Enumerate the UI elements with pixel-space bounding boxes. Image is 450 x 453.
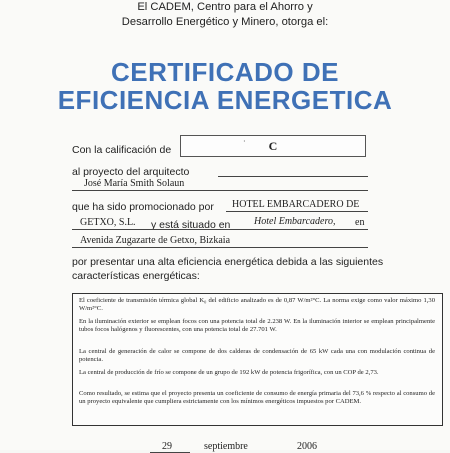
promoter-name-part2: GETXO, S.L.: [80, 217, 136, 228]
place-name: Hotel Embarcadero,: [254, 216, 336, 227]
architect-line-1: [218, 176, 368, 177]
address: Avenida Zugazarte de Getxo, Bizkaia: [80, 235, 231, 246]
reason-line-2: características energéticas:: [72, 270, 200, 282]
place-suffix: en: [355, 217, 365, 228]
date-month: septiembre: [204, 441, 248, 452]
characteristic-item: El coeficiente de transmisión térmica global K₀ del edificio analizado es de 0,87 W/m²°C. La norma exige como valor máximo 1,30 W/m²°C.: [79, 297, 435, 313]
promoter-line-1: [226, 211, 368, 212]
certificate-title-line-1: CERTIFICADO DE: [111, 57, 339, 87]
rating-box: [180, 135, 366, 157]
intro-line-2: Desarrollo Energético y Minero, otorga el:: [121, 16, 329, 28]
intro-line-1: El CADEM, Centro para el Ahorro y: [137, 1, 313, 13]
characteristic-item: Como resultado, se estima que el proyecto presenta un coeficiente de consumo de energía primaria del 73,6 % respecto al consumo de un proyecto equivalente que cumpliera estrictamente con los mínimos energéticos impuestos por CADEM.: [79, 390, 435, 406]
characteristic-item: La central de producción de frío se compone de un grupo de 192 kW de potencia frigorífica, con un COP de 2,73.: [79, 369, 379, 376]
architect-name: José María Smith Solaun: [84, 178, 185, 189]
address-line: [72, 247, 368, 248]
date-day: 29: [162, 441, 172, 452]
architect-line-2: [72, 190, 368, 191]
certificate-title-line-2: EFICIENCIA ENERGETICA: [57, 85, 393, 115]
located-label: y está situado en: [151, 219, 231, 231]
promoter-label: que ha sido promocionado por: [72, 201, 214, 213]
date-year: 2006: [297, 441, 317, 452]
promoter-line-2: [72, 229, 368, 230]
characteristics-box: [72, 293, 443, 426]
reason-line-1: por presentar una alta eficiencia energética debida a las siguientes: [72, 256, 384, 268]
characteristic-item: En la iluminación exterior se emplean focos con una potencia total de 2.238 W. En la iluminación interior se emplean principalmente tubos focos halógenos y fluorescentes, con una potencia total de 27.701 W.: [79, 318, 435, 334]
rating-mark: ·: [243, 137, 246, 146]
promoter-name-part1: HOTEL EMBARCADERO DE: [232, 199, 360, 210]
architect-label: al proyecto del arquitecto: [72, 166, 190, 178]
characteristic-item: La central de generación de calor se compone de dos calderas de condensación de 65 kW cada una con modulación continua de potencia.: [79, 348, 435, 364]
rating-value: C: [268, 139, 278, 153]
rating-label: Con la calificación de: [72, 144, 172, 156]
